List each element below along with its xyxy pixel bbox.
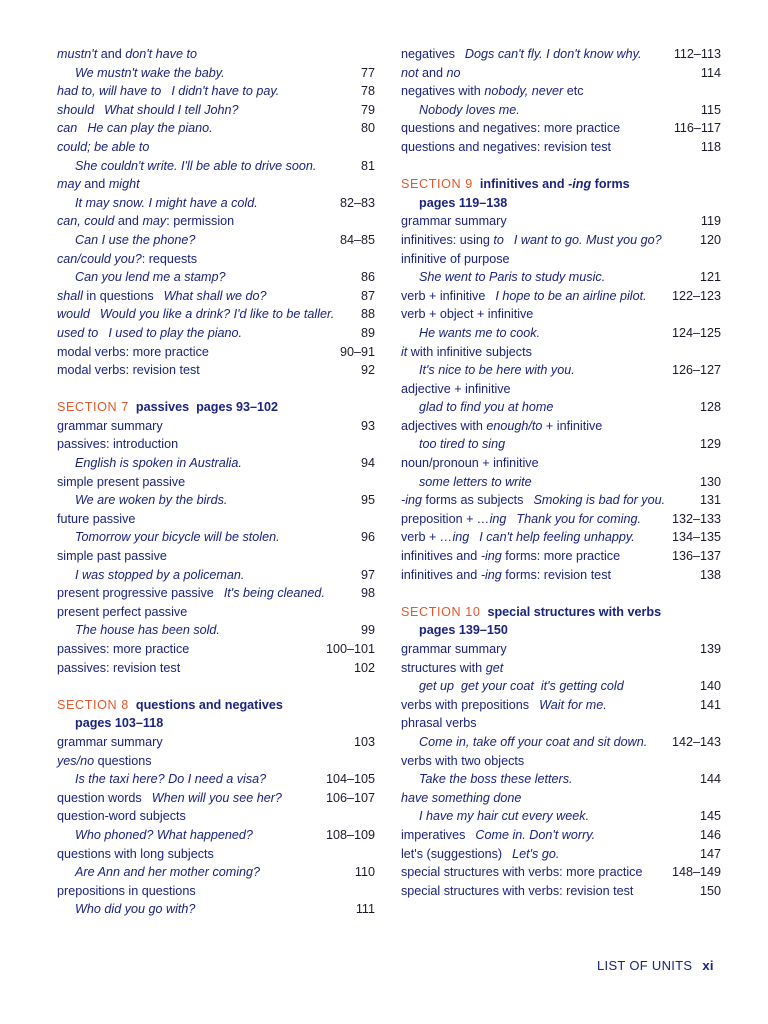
unit-title-connector: with infinitive subjects (407, 344, 532, 359)
unit-title: modal verbs: revision test (57, 363, 200, 378)
unit-entry (401, 659, 721, 678)
unit-entry (57, 212, 375, 231)
unit-entry (57, 510, 375, 529)
unit-entry (401, 380, 721, 399)
unit-title-keyword: …ing (439, 530, 470, 545)
section-heading (401, 175, 721, 194)
example-text: I have my hair cut every week. (419, 809, 590, 824)
page-number: 150 (699, 883, 721, 898)
unit-title: infinitives: using (401, 232, 494, 247)
unit-entry (57, 547, 375, 566)
unit-title: could; be able to (57, 139, 150, 154)
page-number: 147 (699, 846, 721, 861)
unit-title: simple past passive (57, 549, 167, 564)
example-text: He wants me to cook. (419, 325, 541, 340)
unit-title: passives: revision test (57, 660, 181, 675)
unit-entry (401, 45, 721, 64)
page-number: 88 (360, 307, 375, 322)
unit-title: structures with (401, 660, 486, 675)
page-number: 128 (699, 400, 721, 415)
unit-entry (401, 64, 721, 83)
unit-title: future passive (57, 511, 136, 526)
example-text: Tomorrow your bicycle will be stolen. (75, 530, 280, 545)
unit-title-keyword: -ing (401, 493, 422, 508)
unit-title-connector: and (114, 214, 143, 229)
unit-title: infinitives and (401, 567, 481, 582)
unit-title: special structures with verbs: more practice (401, 865, 643, 880)
page-number: 141 (699, 697, 721, 712)
page-number: 98 (360, 586, 375, 601)
section-number: SECTION 7 (57, 400, 129, 415)
left-column (57, 45, 375, 919)
example-line (57, 621, 375, 640)
page-number: 122–123 (671, 288, 721, 303)
unit-entry (57, 845, 375, 864)
example-text: She couldn't write. I'll be able to drive soon. (75, 158, 317, 173)
example-text: I was stopped by a policeman. (75, 567, 245, 582)
section-title: special structures with verbs (487, 604, 662, 619)
unit-title: questions and negatives: revision test (401, 139, 612, 154)
example-line (401, 361, 721, 380)
unit-title: can, could (57, 214, 115, 229)
unit-title: not (401, 65, 419, 80)
unit-title: question words (57, 790, 142, 805)
example-text: English is spoken in Australia. (75, 456, 242, 471)
page-number: 115 (700, 102, 721, 117)
page-number: 78 (360, 84, 375, 99)
unit-title: special structures with verbs: revision test (401, 883, 634, 898)
example-text: Can I use the phone? (75, 232, 196, 247)
page-number: 90–91 (339, 344, 375, 359)
unit-title: present progressive passive (57, 586, 214, 601)
page-number: 142–143 (671, 734, 721, 749)
unit-entry (57, 603, 375, 622)
unit-title: verb + (401, 530, 440, 545)
page-number: 114 (700, 65, 721, 80)
unit-title-suffix: forms: revision test (501, 567, 611, 582)
example-line (57, 566, 375, 585)
page-number: 112–113 (673, 47, 721, 61)
unit-entry (401, 82, 721, 101)
unit-title: modal verbs: more practice (57, 344, 209, 359)
section-pages: pages 119–138 (419, 195, 508, 210)
page-number: 111 (355, 902, 375, 917)
section-pages: pages 139–150 (419, 623, 508, 638)
section-heading (57, 696, 375, 715)
unit-title: simple present passive (57, 474, 186, 489)
unit-title: grammar summary (57, 734, 163, 749)
section-title: passives (135, 400, 190, 415)
unit-title: negatives (401, 47, 455, 61)
page-number: 80 (360, 121, 375, 136)
unit-entry (57, 361, 375, 380)
unit-title: should (57, 102, 95, 117)
example-line (57, 64, 375, 83)
unit-entry (57, 343, 375, 362)
unit-title-connector: and (80, 177, 109, 192)
unit-title-connector: questions (94, 753, 152, 768)
unit-title: have something done (401, 790, 522, 805)
unit-entry (401, 714, 721, 733)
unit-entry (401, 119, 721, 138)
example-line (401, 677, 721, 696)
example-line (401, 398, 721, 417)
example-text: Who phoned? What happened? (75, 827, 253, 842)
example-line (57, 491, 375, 510)
example-text: Who did you go with? (75, 902, 196, 917)
page-number: 124–125 (671, 325, 721, 340)
page-number: 116–117 (673, 121, 721, 136)
example-line (57, 194, 375, 213)
unit-title: imperatives (401, 827, 466, 842)
section-pages-line (401, 621, 721, 640)
unit-title-keyword: …ing (476, 511, 507, 526)
unit-title: used to (57, 325, 99, 340)
example-text: We are woken by the birds. (75, 493, 228, 508)
example-text: We mustn't wake the baby. (75, 65, 225, 80)
unit-title: preposition + (401, 511, 477, 526)
unit-entry (57, 807, 375, 826)
example-text: glad to find you at home (419, 400, 554, 415)
page-number: 129 (699, 437, 721, 452)
page-number: 131 (699, 493, 721, 508)
unit-example: It's being cleaned. (223, 586, 325, 601)
unit-title: verb + object + infinitive (401, 307, 534, 322)
unit-entry (57, 138, 375, 157)
page-number: 93 (360, 418, 375, 433)
unit-entry (57, 752, 375, 771)
page-number: 134–135 (671, 530, 721, 545)
unit-title: negatives with (401, 84, 485, 99)
unit-entry (401, 789, 721, 808)
example-text: It may snow. I might have a cold. (75, 195, 258, 210)
unit-entry (401, 417, 721, 436)
unit-title: noun/pronoun + infinitive (401, 456, 539, 471)
example-text: She went to Paris to study music. (419, 270, 606, 285)
unit-title-keyword: don't have to (125, 47, 197, 61)
page-number: 102 (353, 660, 375, 675)
unit-example: I didn't have to pay. (171, 84, 280, 99)
section-pages-line (401, 194, 721, 213)
page-number: 136–137 (671, 549, 721, 564)
page-number: 100–101 (325, 642, 375, 656)
unit-title-suffix: + infinitive (542, 418, 603, 433)
page-number: 89 (360, 325, 375, 340)
example-text: Take the boss these letters. (419, 772, 573, 787)
unit-title: shall (57, 288, 83, 303)
unit-entry (57, 789, 375, 808)
page-number: 148–149 (671, 865, 721, 880)
unit-entry (401, 752, 721, 771)
page-number: 95 (360, 493, 375, 508)
unit-title-suffix: : permission (166, 214, 235, 229)
unit-title: passives: introduction (57, 437, 179, 452)
unit-example: What shall we do? (163, 288, 267, 303)
example-line (401, 101, 721, 120)
unit-title: verbs with prepositions (401, 697, 530, 712)
unit-title: may (57, 177, 81, 192)
unit-entry (401, 826, 721, 845)
example-line (57, 826, 375, 845)
section-title: infinitives and (479, 177, 569, 192)
unit-entry (57, 733, 375, 752)
unit-entry (57, 417, 375, 436)
page-number: 144 (699, 772, 721, 787)
unit-entry (401, 454, 721, 473)
page-number: 103 (353, 734, 375, 749)
page-number: 121 (699, 270, 721, 285)
footer-label: LIST OF UNITS (597, 958, 693, 973)
section-gap (401, 157, 721, 176)
unit-entry (401, 250, 721, 269)
unit-entry (57, 101, 375, 120)
example-text: The house has been sold. (75, 623, 220, 638)
section-gap (57, 677, 375, 696)
example-line (401, 268, 721, 287)
page-number: 132–133 (671, 511, 721, 526)
page-number: 96 (360, 530, 375, 545)
unit-title-keyword: -ing (480, 567, 502, 582)
unit-title: phrasal verbs (401, 716, 477, 731)
unit-title: verbs with two objects (401, 753, 525, 768)
unit-entry (401, 491, 721, 510)
example-text: too tired to sing (419, 437, 506, 452)
unit-title-keyword: nobody, never (484, 84, 564, 99)
section-pages: pages 103–118 (75, 716, 164, 731)
unit-example: Come in. Don't worry. (475, 827, 596, 842)
unit-entry (57, 45, 375, 64)
unit-title: let's (401, 846, 424, 861)
example-line (57, 454, 375, 473)
unit-entry (57, 287, 375, 306)
page-number: 99 (360, 623, 375, 638)
unit-entry (401, 547, 721, 566)
example-text: Is the taxi here? Do I need a visa? (75, 772, 267, 787)
unit-example: I can't help feeling unhappy. (479, 530, 635, 545)
page-number: 87 (360, 288, 375, 303)
example-line (57, 231, 375, 250)
section-number: SECTION 9 (401, 177, 473, 192)
page-number: 77 (360, 65, 375, 80)
unit-title: passives: more practice (57, 642, 190, 656)
unit-entry (57, 473, 375, 492)
example-text: It's nice to be here with you. (419, 363, 575, 378)
section-pages: pages 93–102 (196, 400, 279, 415)
page-number: 86 (360, 270, 375, 285)
unit-title-connector: and (418, 65, 447, 80)
page-number: 126–127 (671, 363, 721, 378)
unit-entry (57, 175, 375, 194)
unit-title: it (401, 344, 408, 359)
example-line (57, 157, 375, 176)
page-number: 139 (699, 642, 721, 656)
example-line (401, 473, 721, 492)
unit-title: had to, will have to (57, 84, 162, 99)
unit-title: can (57, 121, 78, 136)
unit-title-suffix: forms as subjects (422, 493, 524, 508)
footer-page-number: xi (702, 958, 714, 973)
example-text: Are Ann and her mother coming? (75, 865, 261, 880)
section-pages-line (57, 714, 375, 733)
example-text: Can you lend me a stamp? (75, 270, 226, 285)
page-number: 110 (354, 865, 375, 880)
unit-entry (401, 640, 721, 659)
unit-title: prepositions in questions (57, 883, 196, 898)
unit-title-connector: in questions (82, 288, 154, 303)
unit-title: questions and negatives: more practice (401, 121, 621, 136)
section-title: questions and negatives (135, 697, 283, 712)
unit-entry (57, 305, 375, 324)
unit-example: When will you see her? (151, 790, 282, 805)
unit-title-suffix: forms: more practice (501, 549, 621, 564)
unit-entry (57, 584, 375, 603)
page-number: 79 (360, 102, 375, 117)
unit-entry (57, 324, 375, 343)
page-number: 120 (699, 232, 721, 247)
unit-entry (401, 696, 721, 715)
unit-example: He can play the piano. (87, 121, 213, 136)
unit-title: can/could you? (57, 251, 142, 266)
unit-title: questions with long subjects (57, 846, 214, 861)
unit-title-connector: (suggestions) (423, 846, 503, 861)
example-line (57, 863, 375, 882)
page-number: 119 (700, 214, 721, 229)
unit-entry (401, 287, 721, 306)
unit-title: grammar summary (401, 214, 507, 229)
unit-title-keyword: enough/to (486, 418, 543, 433)
page-number: 138 (699, 567, 721, 582)
section-heading (401, 603, 721, 622)
unit-title-suffix: etc (563, 84, 584, 99)
unit-entry (57, 250, 375, 269)
page-number: 82–83 (339, 195, 375, 210)
unit-example: Would you like a drink? I'd like to be taller. (99, 307, 335, 322)
section-title-italic: -ing (568, 177, 592, 192)
example-text: get up get your coat it's getting cold (419, 679, 624, 694)
unit-entry (57, 882, 375, 901)
unit-entry (401, 863, 721, 882)
unit-title: infinitives and (401, 549, 481, 564)
unit-example: Dogs can't fly. I don't know why. (464, 47, 642, 61)
unit-entry (401, 510, 721, 529)
example-line (401, 435, 721, 454)
unit-example: I want to go. Must you go? (513, 232, 662, 247)
unit-entry (57, 640, 375, 659)
unit-example: Smoking is bad for you. (533, 493, 666, 508)
unit-title: present perfect passive (57, 604, 188, 619)
example-line (401, 807, 721, 826)
example-line (57, 770, 375, 789)
unit-entry (401, 212, 721, 231)
unit-title-connector: and (97, 47, 126, 61)
example-line (57, 900, 375, 919)
unit-title: infinitive of purpose (401, 251, 510, 266)
unit-entry (401, 138, 721, 157)
unit-entry (401, 343, 721, 362)
section-gap (57, 380, 375, 399)
unit-title-keyword: might (108, 177, 140, 192)
page-number: 146 (699, 827, 721, 842)
section-title-end: forms (591, 177, 630, 192)
unit-title: mustn't (57, 47, 98, 61)
section-heading (57, 398, 375, 417)
unit-entry (57, 119, 375, 138)
unit-title: yes/no (57, 753, 95, 768)
unit-entry (401, 845, 721, 864)
page-number: 92 (360, 363, 375, 378)
page-number: 106–107 (325, 790, 375, 805)
unit-entry (401, 231, 721, 250)
unit-title: question-word subjects (57, 809, 186, 824)
unit-example: Let's go. (512, 846, 560, 861)
example-line (401, 324, 721, 343)
unit-example: Wait for me. (539, 697, 607, 712)
section-number: SECTION 10 (401, 604, 481, 619)
unit-entry (57, 82, 375, 101)
unit-entry (401, 566, 721, 585)
unit-example: Thank you for coming. (516, 511, 641, 526)
page-number: 118 (700, 139, 721, 154)
unit-title-keyword: no (446, 65, 461, 80)
page-number: 145 (699, 809, 721, 824)
page-number: 108–109 (325, 827, 375, 842)
unit-title: grammar summary (57, 418, 163, 433)
unit-entry (401, 305, 721, 324)
unit-title: grammar summary (401, 642, 507, 656)
example-line (401, 770, 721, 789)
unit-entry (401, 528, 721, 547)
example-line (57, 528, 375, 547)
unit-example: I used to play the piano. (108, 325, 243, 340)
section-number: SECTION 8 (57, 697, 129, 712)
example-line (401, 733, 721, 752)
unit-title: adjective + infinitive (401, 381, 511, 396)
unit-example: I hope to be an airline pilot. (495, 288, 647, 303)
right-column (401, 45, 721, 900)
unit-entry (57, 659, 375, 678)
unit-example: What should I tell John? (104, 102, 239, 117)
unit-entry (401, 882, 721, 901)
unit-entry (57, 435, 375, 454)
example-text: some letters to write (419, 474, 532, 489)
unit-title-keyword: get (485, 660, 504, 675)
section-gap (401, 584, 721, 603)
unit-title: adjectives with (401, 418, 487, 433)
page-footer (597, 958, 714, 973)
page-number: 130 (699, 474, 721, 489)
page-number: 94 (360, 456, 375, 471)
unit-title-keyword: may (142, 214, 167, 229)
unit-title-connector: : requests (141, 251, 198, 266)
example-line (57, 268, 375, 287)
unit-title: would (57, 307, 90, 322)
example-text: Nobody loves me. (419, 102, 520, 117)
page-number: 104–105 (325, 772, 375, 787)
example-text: Come in, take off your coat and sit down. (419, 734, 648, 749)
page-number: 97 (360, 567, 375, 582)
page-number: 84–85 (339, 232, 375, 247)
unit-title: verb + infinitive (401, 288, 486, 303)
unit-title-keyword: to (493, 232, 504, 247)
page-number: 140 (699, 679, 721, 694)
unit-title-keyword: -ing (480, 549, 502, 564)
page-number: 81 (360, 158, 375, 173)
